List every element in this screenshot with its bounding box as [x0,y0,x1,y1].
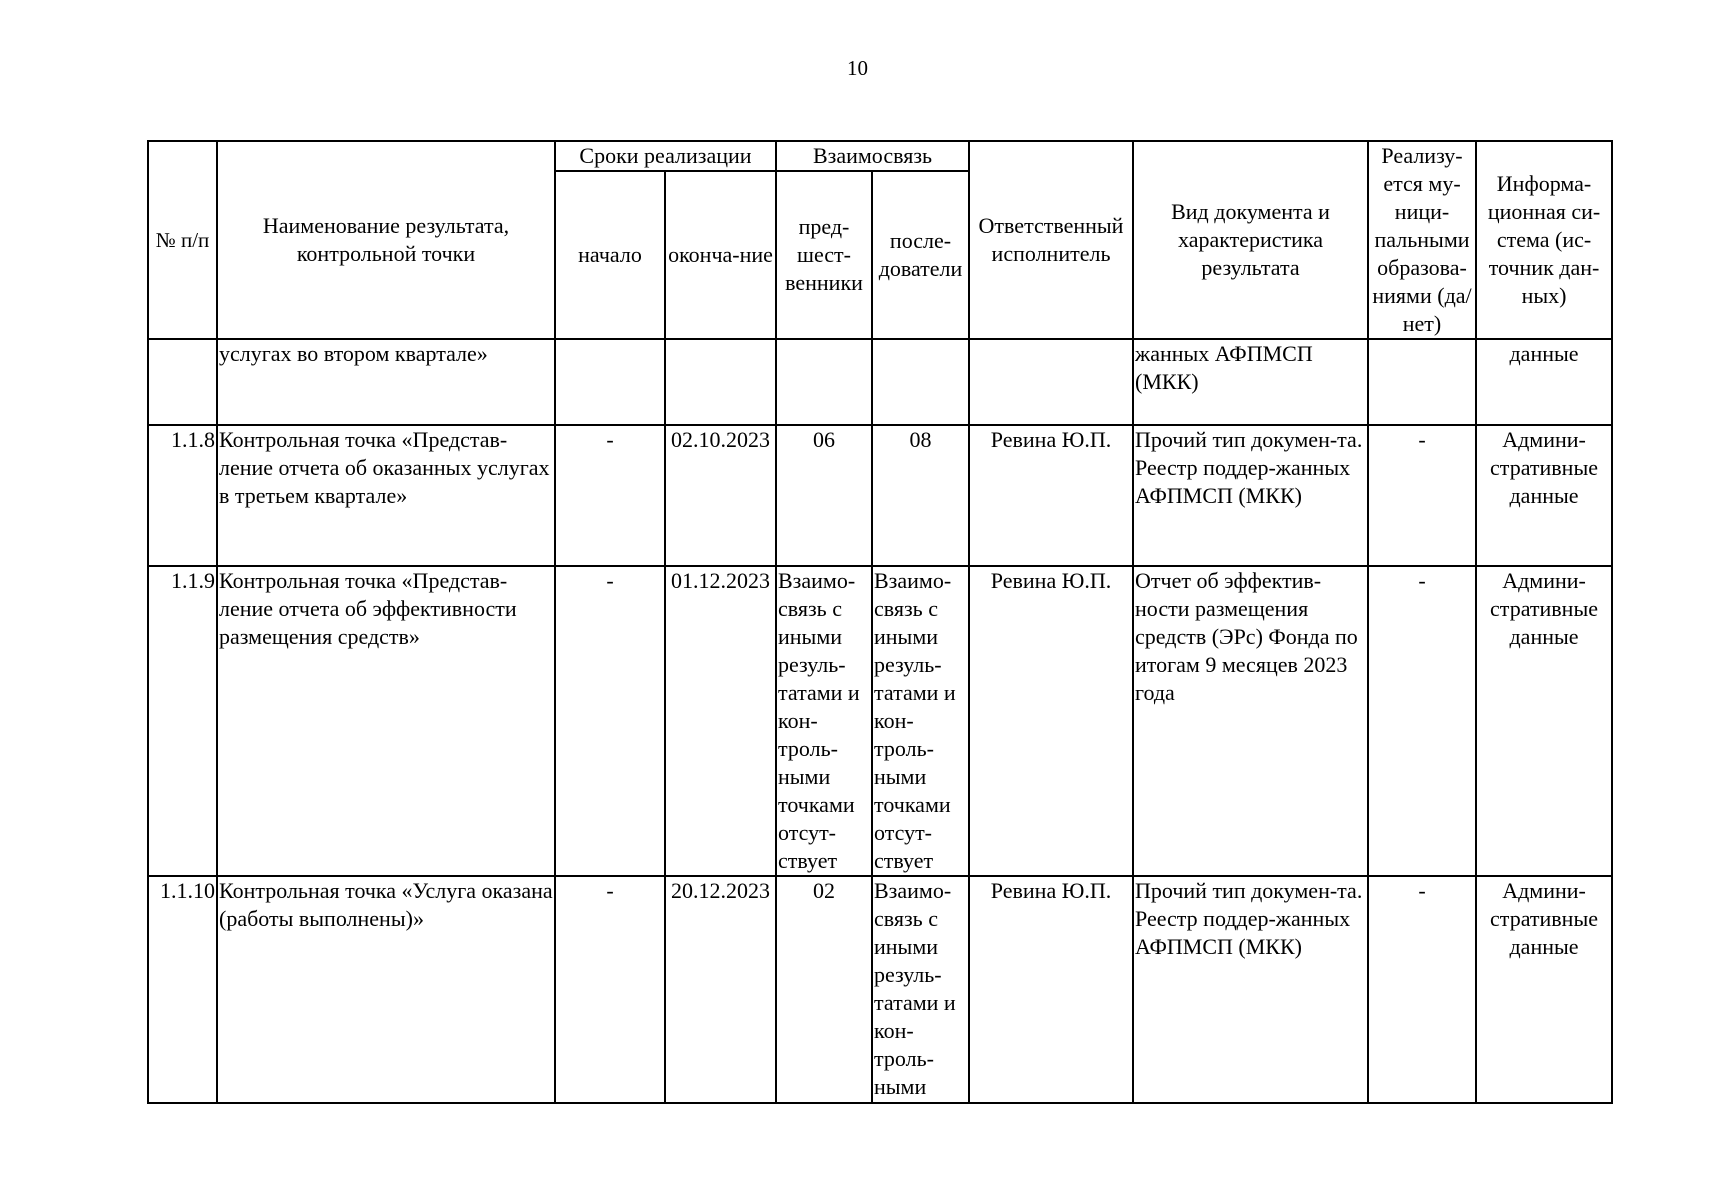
table-row [148,566,1612,876]
cell-municipal [1368,339,1476,425]
cell-num: 1.1.9 [148,566,217,876]
cell-doc-type: Отчет об эффектив-ности размещения средств (ЭРс) Фонда по итогам 9 месяцев 2023 года [1133,566,1368,876]
cell-doc-type: Прочий тип докумен-та. Реестр поддер-жанных АФПМСП (МКК) [1133,876,1368,1103]
cell-end: 20.12.2023 [665,876,776,1103]
cell-name: Контрольная точка «Представ-ление отчета об эффективности размещения средств» [217,566,555,876]
cell-info-system: Админи-стративные данные [1476,876,1612,1103]
cell-predecessors: 06 [776,425,872,566]
cell-name: Контрольная точка «Представ-ление отчета об оказанных услугах в третьем квартале» [217,425,555,566]
cell-start: - [555,876,665,1103]
cell-predecessors [776,339,872,425]
cell-responsible: Ревина Ю.П. [969,566,1133,876]
header-terms: Сроки реализации [555,141,776,171]
cell-predecessors: 02 [776,876,872,1103]
cell-start [555,339,665,425]
header-info-system: Информа-ционная си-стема (ис-точник дан-ных) [1476,141,1612,339]
cell-successors [872,339,969,425]
header-end: оконча-ние [665,171,776,339]
results-table [147,140,1613,1104]
cell-num: 1.1.8 [148,425,217,566]
header-start: начало [555,171,665,339]
header-successors: после-дователи [872,171,969,339]
cell-info-system: данные [1476,339,1612,425]
cell-municipal: - [1368,566,1476,876]
cell-predecessors: Взаимо-связь с иными резуль-татами и кон-троль-ными точками отсут-ствует [776,566,872,876]
cell-responsible: Ревина Ю.П. [969,876,1133,1103]
cell-num [148,339,217,425]
cell-doc-type: жанных АФПМСП (МКК) [1133,339,1368,425]
table-row [148,876,1612,1103]
cell-start: - [555,566,665,876]
cell-end: 02.10.2023 [665,425,776,566]
header-doc-type: Вид документа и характеристика результата [1133,141,1368,339]
table-row [148,425,1612,566]
cell-doc-type: Прочий тип докумен-та. Реестр поддер-жанных АФПМСП (МКК) [1133,425,1368,566]
header-relation: Взаимосвязь [776,141,969,171]
cell-municipal: - [1368,876,1476,1103]
header-municipal: Реализу-ется му-ници-пальными образова-ниями (да/нет) [1368,141,1476,339]
cell-name: услугах во втором квартале» [217,339,555,425]
table-row [148,339,1612,425]
table-header [148,141,1612,339]
cell-responsible [969,339,1133,425]
cell-successors: Взаимо-связь с иными резуль-татами и кон-троль-ными [872,876,969,1103]
cell-num: 1.1.10 [148,876,217,1103]
cell-start: - [555,425,665,566]
cell-responsible: Ревина Ю.П. [969,425,1133,566]
page-number: 10 [847,56,868,80]
header-responsible: Ответственный исполнитель [969,141,1133,339]
cell-end: 01.12.2023 [665,566,776,876]
cell-successors: 08 [872,425,969,566]
cell-municipal: - [1368,425,1476,566]
cell-end [665,339,776,425]
cell-successors: Взаимо-связь с иными резуль-татами и кон-троль-ными точками отсут-ствует [872,566,969,876]
cell-name: Контрольная точка «Услуга оказана (работы выполнены)» [217,876,555,1103]
cell-info-system: Админи-стративные данные [1476,425,1612,566]
header-predecessors: пред-шест-венники [776,171,872,339]
cell-info-system: Админи-стративные данные [1476,566,1612,876]
header-name: Наименование результата, контрольной точки [217,141,555,339]
header-num: № п/п [148,141,217,339]
